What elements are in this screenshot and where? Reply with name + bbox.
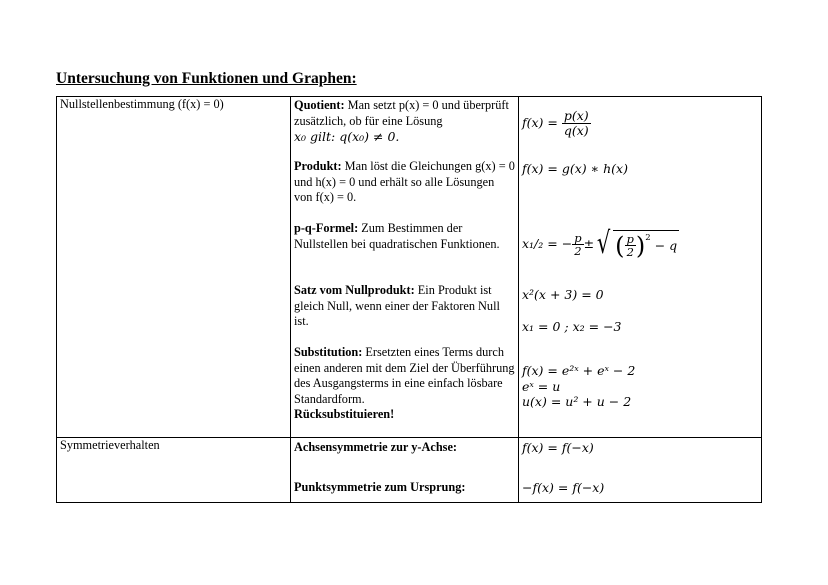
quotient-heading: Quotient:: [294, 98, 345, 112]
function-analysis-table: [56, 96, 762, 503]
paren-open: (: [615, 231, 625, 260]
quotient-description: [291, 97, 519, 160]
quotient-numerator: p(x): [563, 108, 589, 123]
nullprodukt-description: [291, 283, 519, 345]
pq-inner-fraction: [625, 233, 636, 258]
quotient-condition: x₀ gilt: q(x₀) ≠ 0.: [294, 129, 400, 144]
punkt-heading: Punktsymmetrie zum Ursprung:: [294, 480, 466, 494]
produkt-formula: f(x) = g(x) ∗ h(x): [522, 161, 628, 176]
row-label-nullstellen: [57, 97, 291, 438]
substitution-formula-3: u(x) = u² + u − 2: [522, 394, 632, 409]
table-row-symmetrie: [57, 438, 762, 479]
page-title: Untersuchung von Funktionen und Graphen:: [56, 70, 357, 87]
pq-formula: [522, 221, 758, 259]
substitution-formula-cell: [519, 345, 762, 438]
achsen-formula: f(x) = f(−x): [522, 440, 594, 455]
pq-text: Zum Bestimmen der Nullstellen bei quadratischen Funktionen.: [294, 221, 500, 251]
nullprodukt-heading: Satz vom Nullprodukt:: [294, 283, 415, 297]
pq-lhs: x₁/₂ = −: [522, 236, 573, 252]
label-symmetrie: Symmetrieverhalten: [60, 438, 160, 452]
pq-heading: p-q-Formel:: [294, 221, 359, 235]
quotient-text: Man setzt p(x) = 0 und überprüft zusätzlich, ob für eine Lösung: [294, 98, 509, 128]
pq-inner-num: p: [626, 232, 634, 246]
substitution-heading: Substitution:: [294, 345, 363, 359]
achsen-formula-cell: [519, 438, 762, 479]
quotient-denominator: q(x): [563, 123, 589, 138]
quotient-formula-cell: [519, 97, 762, 160]
label-nullstellen: Nullstellenbestimmung (f(x) = 0): [60, 97, 224, 111]
achsen-description: [291, 438, 519, 479]
pq-frac-num: p: [574, 230, 582, 245]
produkt-text: Man löst die Gleichungen g(x) = 0 und h(x) = 0 und erhält so alle Lösungen von f(x) = 0.: [294, 159, 515, 204]
paren-close: ): [635, 231, 646, 260]
nullprodukt-formula-cell: [519, 283, 762, 345]
nullprodukt-text: Ein Produkt ist gleich Null, wenn einer der Faktoren Null ist.: [294, 283, 500, 328]
substitution-text: Ersetzten eines Terms durch einen anderen mit dem Ziel der Überführung des Ausgangsterms in eine einfach lösbare Standardform.: [294, 345, 515, 406]
row-label-symmetrie: [57, 438, 291, 503]
punkt-formula-cell: [519, 478, 762, 503]
achsen-heading: Achsensymmetrie zur y-Achse:: [294, 440, 458, 454]
substitution-description: [291, 345, 519, 438]
quotient-lhs: f(x) =: [522, 115, 558, 130]
pq-frac-den: 2: [574, 243, 582, 258]
quotient-fraction: [562, 109, 591, 138]
pq-inner-den: 2: [626, 245, 634, 259]
sqrt-icon: √: [596, 226, 611, 261]
punkt-formula: −f(x) = f(−x): [522, 480, 605, 495]
pq-formula-cell: [519, 221, 762, 283]
table-row-nullstellen: [57, 97, 762, 160]
pq-exponent: 2: [645, 233, 651, 243]
pq-sqrt: [594, 226, 679, 261]
nullprodukt-formula-1: x²(x + 3) = 0: [522, 287, 604, 302]
produkt-heading: Produkt:: [294, 159, 342, 173]
pq-tail: − q: [654, 237, 678, 253]
pq-radicand: [613, 230, 679, 258]
pq-description: [291, 221, 519, 283]
pq-fraction: [572, 232, 583, 257]
quotient-formula: [522, 97, 758, 138]
produkt-formula-cell: [519, 159, 762, 221]
punkt-description: [291, 478, 519, 503]
nullprodukt-formula-2: x₁ = 0 ; x₂ = −3: [522, 318, 622, 334]
substitution-formula-2: eˣ = u: [522, 378, 561, 394]
produkt-description: [291, 159, 519, 221]
pq-plusminus: ±: [583, 236, 595, 252]
substitution-rueck: Rücksubstituieren!: [294, 407, 395, 421]
substitution-formula-1: f(x) = e²ˣ + eˣ − 2: [522, 363, 636, 378]
